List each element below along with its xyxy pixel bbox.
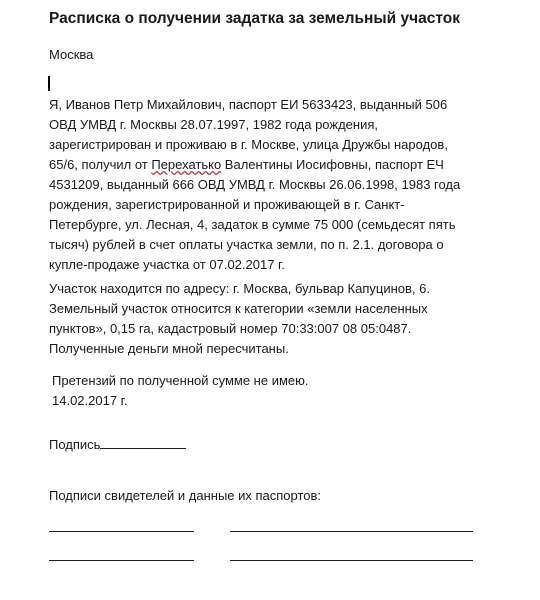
signature-label: Подпись: [49, 437, 101, 452]
witness-2-passport-line: [230, 560, 473, 561]
city-name: Москва: [49, 47, 94, 62]
signature-line: [100, 436, 186, 449]
text-line: Петербурге, ул. Лесная, 4, задаток в сумме 75 000 (семьдесят пять: [49, 217, 456, 232]
text-segment: 65/6, получил от: [49, 157, 152, 172]
witness-1-passport-line: [230, 531, 473, 532]
text-line: Земельный участок относится к категории «земли населенных: [49, 301, 428, 316]
text-line: Участок находится по адресу: г. Москва, бульвар Капуцинов, 6.: [49, 281, 430, 296]
text-cursor: [48, 76, 50, 91]
misspelled-name: Перехатько: [151, 157, 222, 172]
witness-2-signature-line: [49, 560, 194, 561]
witness-1-signature-line: [49, 531, 194, 532]
text-line: купле-продаже участка от 07.02.2017 г.: [49, 257, 285, 272]
text-line: Претензий по полученной сумме не имею.: [52, 373, 309, 388]
text-line: Я, Иванов Петр Михайлович, паспорт ЕИ 5633423, выданный 506: [49, 97, 448, 112]
text-line: зарегистрирован и проживаю в г. Москве, улица Дружбы народов,: [49, 137, 448, 152]
text-line: тысяч) рублей в счет оплаты участка земли, по п. 2.1. договора о: [49, 237, 444, 252]
paragraph-receipt-details: [49, 95, 460, 275]
text-line: рождения, зарегистрированной и проживающей в г. Санкт-: [49, 197, 405, 212]
text-line: пунктов», 0,15 га, кадастровый номер 70:33:007 08 05:0487.: [49, 321, 412, 336]
witnesses-label: Подписи свидетелей и данные их паспортов:: [49, 488, 322, 503]
date-line: 14.02.2017 г.: [52, 393, 128, 408]
text-line: [49, 155, 460, 175]
text-line: ОВД УМВД г. Москвы 28.07.1997, 1982 года рождения,: [49, 117, 378, 132]
paragraph-plot-details: [49, 279, 430, 359]
document-title: Расписка о получении задатка за земельный участок: [49, 10, 460, 27]
text-segment: Валентины Иосифовны, паспорт ЕЧ: [221, 157, 444, 172]
text-line: Полученные деньги мной пересчитаны.: [49, 341, 289, 356]
paragraph-claims: [52, 371, 308, 411]
signature-row: [49, 436, 186, 452]
text-line: 4531209, выданный 666 ОВД УМВД г. Москвы 26.06.1998, 1983 года: [49, 177, 461, 192]
